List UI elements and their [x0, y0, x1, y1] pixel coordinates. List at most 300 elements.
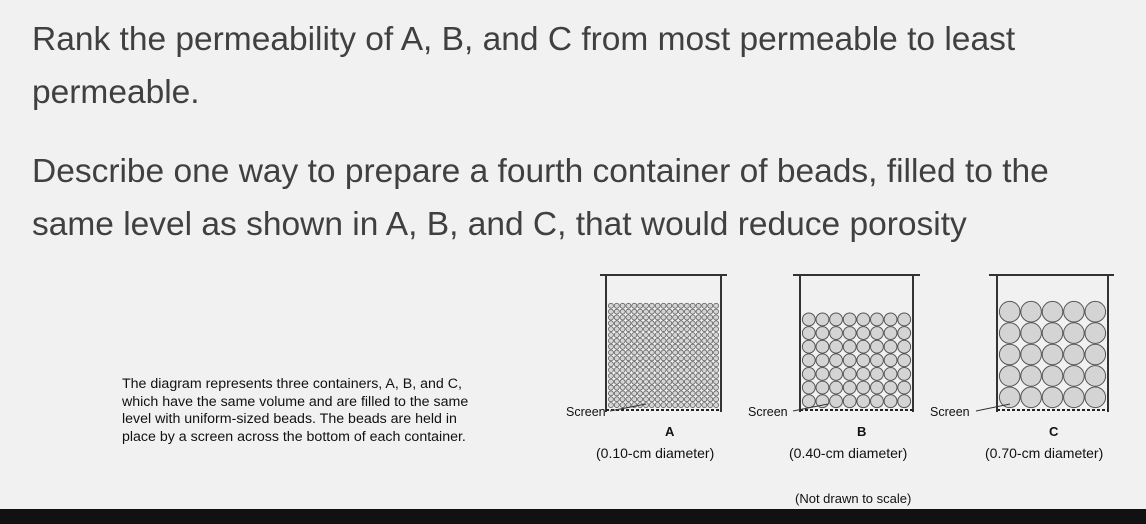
bead-c — [1021, 323, 1042, 344]
question-2-text: Describe one way to prepare a fourth container of beads, filled to the same level as shown in A, B, and C, that would reduce porosity — [32, 153, 1049, 243]
bead-a — [608, 356, 613, 361]
bead-b — [816, 381, 829, 394]
bead-b — [871, 327, 884, 340]
bead-a — [673, 315, 678, 320]
bead-a — [708, 315, 713, 320]
bead-a — [655, 344, 660, 349]
bead-a — [696, 338, 701, 343]
bead-c — [1042, 387, 1063, 408]
bead-a — [626, 309, 631, 314]
bead-c — [1042, 301, 1063, 322]
bead-c — [1064, 323, 1085, 344]
bead-a — [620, 332, 625, 337]
bead-b — [898, 368, 911, 381]
bead-a — [673, 385, 678, 390]
bead-a — [643, 315, 648, 320]
bead-a — [690, 397, 695, 402]
bead-a — [620, 403, 625, 408]
bead-a — [667, 303, 672, 308]
bead-a — [702, 303, 707, 308]
bead-a — [667, 327, 672, 332]
bead-a — [679, 368, 684, 373]
bead-a — [673, 338, 678, 343]
bead-a — [632, 332, 637, 337]
bead-a — [684, 315, 689, 320]
bead-a — [702, 321, 707, 326]
bead-b — [884, 395, 897, 408]
bead-a — [690, 327, 695, 332]
bead-a — [655, 391, 660, 396]
bead-a — [608, 403, 613, 408]
bead-a — [708, 309, 713, 314]
bead-a — [643, 303, 648, 308]
bead-a — [667, 309, 672, 314]
bead-b — [857, 381, 870, 394]
bead-a — [608, 385, 613, 390]
bead-a — [690, 303, 695, 308]
bead-a — [696, 350, 701, 355]
bead-a — [714, 350, 719, 355]
bead-a — [673, 303, 678, 308]
bead-a — [632, 350, 637, 355]
bead-a — [638, 332, 643, 337]
bead-a — [696, 385, 701, 390]
bead-a — [684, 368, 689, 373]
bead-b — [871, 395, 884, 408]
bead-a — [684, 332, 689, 337]
bead-a — [708, 379, 713, 384]
bead-a — [608, 327, 613, 332]
bead-b — [816, 354, 829, 367]
bead-a — [679, 350, 684, 355]
bead-a — [649, 391, 654, 396]
bead-a — [620, 379, 625, 384]
bead-c — [1064, 387, 1085, 408]
bead-b — [816, 327, 829, 340]
bead-a — [632, 356, 637, 361]
bead-a — [643, 368, 648, 373]
container-c-diameter: (0.70-cm diameter) — [985, 445, 1104, 461]
bead-a — [620, 315, 625, 320]
bead-a — [608, 338, 613, 343]
bead-a — [679, 385, 684, 390]
bead-a — [673, 373, 678, 378]
bead-a — [614, 344, 619, 349]
bead-c — [1042, 344, 1063, 365]
bead-a — [696, 344, 701, 349]
bead-a — [696, 327, 701, 332]
bead-b — [843, 340, 856, 353]
bead-a — [655, 397, 660, 402]
bead-a — [696, 373, 701, 378]
bead-a — [643, 344, 648, 349]
bead-a — [696, 356, 701, 361]
bead-a — [684, 397, 689, 402]
bead-a — [684, 403, 689, 408]
bead-b — [830, 381, 843, 394]
bead-a — [655, 379, 660, 384]
bead-a — [667, 350, 672, 355]
bead-a — [690, 368, 695, 373]
bead-c — [999, 323, 1020, 344]
bead-a — [708, 356, 713, 361]
bead-a — [643, 327, 648, 332]
bead-a — [626, 344, 631, 349]
bead-a — [673, 309, 678, 314]
bead-a — [608, 379, 613, 384]
bead-a — [620, 338, 625, 343]
bead-a — [702, 391, 707, 396]
bead-a — [649, 303, 654, 308]
bead-a — [638, 309, 643, 314]
bead-a — [679, 344, 684, 349]
bead-a — [649, 362, 654, 367]
bead-a — [690, 321, 695, 326]
bead-a — [661, 385, 666, 390]
bead-a — [684, 303, 689, 308]
bead-a — [620, 327, 625, 332]
bead-b — [884, 368, 897, 381]
bead-a — [638, 321, 643, 326]
bead-a — [626, 315, 631, 320]
container-c-label: C — [1049, 424, 1059, 439]
bead-a — [655, 327, 660, 332]
bead-c — [999, 344, 1020, 365]
bead-a — [626, 338, 631, 343]
bead-a — [620, 391, 625, 396]
bead-a — [673, 321, 678, 326]
bead-a — [690, 309, 695, 314]
bead-c — [1064, 301, 1085, 322]
bead-b — [898, 395, 911, 408]
bead-a — [649, 321, 654, 326]
container-a-label: A — [665, 424, 675, 439]
bead-a — [632, 315, 637, 320]
bead-b — [830, 368, 843, 381]
bead-a — [684, 344, 689, 349]
bead-a — [620, 344, 625, 349]
bead-a — [632, 397, 637, 402]
bead-a — [714, 327, 719, 332]
bead-a — [708, 362, 713, 367]
bead-a — [632, 303, 637, 308]
bead-a — [684, 350, 689, 355]
bead-a — [708, 332, 713, 337]
bead-a — [649, 368, 654, 373]
bead-c — [1085, 366, 1106, 387]
bead-b — [857, 368, 870, 381]
bead-a — [649, 344, 654, 349]
bead-a — [708, 397, 713, 402]
bead-a — [667, 368, 672, 373]
bead-b — [871, 368, 884, 381]
bead-a — [620, 397, 625, 402]
bead-a — [708, 391, 713, 396]
bead-a — [661, 403, 666, 408]
bead-b — [857, 313, 870, 326]
bead-a — [614, 356, 619, 361]
bead-a — [643, 338, 648, 343]
bead-a — [661, 344, 666, 349]
bead-a — [638, 350, 643, 355]
bead-a — [649, 332, 654, 337]
bead-b — [802, 381, 815, 394]
bead-a — [684, 379, 689, 384]
bead-b — [802, 354, 815, 367]
bead-a — [620, 309, 625, 314]
bead-a — [673, 332, 678, 337]
bead-a — [690, 362, 695, 367]
bead-a — [638, 379, 643, 384]
bead-a — [690, 332, 695, 337]
question-1-text: Rank the permeability of A, B, and C from most permeable to least permeable. — [32, 21, 1016, 111]
bead-a — [714, 379, 719, 384]
bead-a — [655, 315, 660, 320]
bead-a — [649, 356, 654, 361]
bead-a — [673, 350, 678, 355]
bead-a — [690, 379, 695, 384]
bead-a — [632, 338, 637, 343]
bead-a — [667, 385, 672, 390]
bead-b — [898, 354, 911, 367]
bead-a — [673, 327, 678, 332]
bead-a — [702, 397, 707, 402]
bead-a — [626, 391, 631, 396]
bead-a — [714, 309, 719, 314]
bead-a — [679, 332, 684, 337]
container-b-label: B — [857, 424, 867, 439]
bead-a — [696, 315, 701, 320]
bead-b — [871, 354, 884, 367]
bead-a — [649, 338, 654, 343]
bead-a — [679, 315, 684, 320]
bead-a — [649, 373, 654, 378]
bead-a — [620, 321, 625, 326]
bead-a — [679, 356, 684, 361]
bead-a — [626, 379, 631, 384]
bead-a — [632, 309, 637, 314]
bead-a — [661, 373, 666, 378]
bead-c — [1021, 344, 1042, 365]
bead-a — [614, 338, 619, 343]
bead-b — [802, 368, 815, 381]
bead-b — [884, 381, 897, 394]
bead-b — [816, 313, 829, 326]
bead-c — [999, 301, 1020, 322]
bead-a — [643, 321, 648, 326]
bead-a — [614, 379, 619, 384]
bead-a — [702, 385, 707, 390]
bead-c — [1085, 301, 1106, 322]
bead-a — [632, 385, 637, 390]
bead-a — [684, 321, 689, 326]
bead-a — [708, 338, 713, 343]
bead-a — [661, 362, 666, 367]
bead-a — [620, 385, 625, 390]
bead-a — [708, 344, 713, 349]
bead-a — [714, 315, 719, 320]
bead-a — [690, 350, 695, 355]
bead-a — [626, 397, 631, 402]
scale-note: (Not drawn to scale) — [795, 491, 912, 506]
bead-a — [608, 373, 613, 378]
bead-a — [649, 327, 654, 332]
bead-a — [608, 391, 613, 396]
bead-a — [690, 403, 695, 408]
bead-a — [661, 303, 666, 308]
bead-a — [684, 309, 689, 314]
bead-a — [696, 321, 701, 326]
bead-a — [696, 391, 701, 396]
bead-c — [1085, 387, 1106, 408]
bead-a — [626, 303, 631, 308]
bead-a — [614, 350, 619, 355]
bead-a — [661, 350, 666, 355]
container-a-screen-label: Screen — [566, 405, 606, 419]
bead-b — [816, 368, 829, 381]
bead-b — [843, 381, 856, 394]
bead-a — [696, 362, 701, 367]
container-a — [566, 275, 727, 461]
bead-a — [702, 356, 707, 361]
bead-a — [667, 403, 672, 408]
bead-a — [614, 315, 619, 320]
bead-a — [643, 379, 648, 384]
bead-c — [1021, 387, 1042, 408]
bead-a — [673, 403, 678, 408]
bead-a — [684, 338, 689, 343]
bead-a — [620, 368, 625, 373]
bead-a — [643, 356, 648, 361]
bead-a — [632, 321, 637, 326]
bead-a — [690, 391, 695, 396]
bead-a — [638, 327, 643, 332]
bead-a — [690, 373, 695, 378]
bead-a — [643, 403, 648, 408]
bead-a — [702, 403, 707, 408]
bead-a — [626, 321, 631, 326]
bead-a — [638, 391, 643, 396]
bead-a — [714, 373, 719, 378]
bead-a — [673, 368, 678, 373]
bead-a — [638, 385, 643, 390]
bead-a — [608, 350, 613, 355]
bead-b — [830, 395, 843, 408]
bead-a — [632, 362, 637, 367]
bead-a — [661, 391, 666, 396]
container-a-beads — [608, 303, 718, 407]
bead-b — [830, 354, 843, 367]
bead-b — [843, 368, 856, 381]
bead-a — [655, 321, 660, 326]
bead-a — [702, 362, 707, 367]
bead-a — [702, 332, 707, 337]
bead-c — [1042, 323, 1063, 344]
diagram-description: The diagram represents three containers, A, B, and C, which have the same volume and are filled to the same level with uniform-sized beads. The beads are held in place by a screen across the bottom of each container. — [122, 376, 469, 445]
bead-a — [690, 315, 695, 320]
bead-a — [649, 397, 654, 402]
bead-b — [884, 354, 897, 367]
bead-a — [708, 385, 713, 390]
bead-a — [643, 397, 648, 402]
bead-a — [638, 356, 643, 361]
bead-a — [649, 309, 654, 314]
bead-a — [696, 309, 701, 314]
bead-a — [679, 321, 684, 326]
bead-a — [626, 332, 631, 337]
bead-a — [655, 373, 660, 378]
bead-a — [708, 403, 713, 408]
bead-a — [608, 321, 613, 326]
bead-a — [620, 373, 625, 378]
bead-a — [638, 344, 643, 349]
bead-a — [608, 315, 613, 320]
bead-a — [661, 321, 666, 326]
bead-b — [857, 354, 870, 367]
bead-a — [684, 327, 689, 332]
bead-a — [638, 362, 643, 367]
bead-b — [898, 381, 911, 394]
bead-b — [871, 340, 884, 353]
container-a-diameter: (0.10-cm diameter) — [596, 445, 715, 461]
bead-a — [661, 309, 666, 314]
bead-a — [614, 368, 619, 373]
bead-a — [643, 391, 648, 396]
bead-a — [708, 373, 713, 378]
bead-a — [690, 385, 695, 390]
bead-a — [673, 379, 678, 384]
bead-a — [632, 327, 637, 332]
bead-a — [632, 344, 637, 349]
bead-b — [830, 340, 843, 353]
bead-a — [702, 373, 707, 378]
bead-a — [679, 338, 684, 343]
bead-a — [655, 303, 660, 308]
container-b-screen-label: Screen — [748, 405, 788, 419]
bead-a — [714, 391, 719, 396]
bead-a — [679, 397, 684, 402]
bead-a — [667, 397, 672, 402]
bead-a — [667, 373, 672, 378]
bead-b — [843, 327, 856, 340]
bottom-bar — [0, 509, 1146, 524]
bead-a — [679, 327, 684, 332]
bead-a — [608, 397, 613, 402]
bead-a — [632, 391, 637, 396]
bead-a — [643, 385, 648, 390]
bead-a — [714, 368, 719, 373]
bead-a — [614, 309, 619, 314]
bead-a — [608, 309, 613, 314]
bead-a — [714, 356, 719, 361]
bead-a — [714, 303, 719, 308]
bead-a — [702, 379, 707, 384]
bead-a — [679, 362, 684, 367]
bead-a — [614, 391, 619, 396]
container-b — [748, 275, 920, 461]
bead-c — [999, 366, 1020, 387]
bead-a — [649, 379, 654, 384]
bead-b — [802, 327, 815, 340]
bead-a — [643, 309, 648, 314]
bead-a — [655, 356, 660, 361]
bead-a — [673, 362, 678, 367]
bead-a — [655, 403, 660, 408]
bead-b — [843, 354, 856, 367]
bead-b — [802, 313, 815, 326]
container-b-beads — [802, 313, 910, 408]
bead-a — [632, 373, 637, 378]
